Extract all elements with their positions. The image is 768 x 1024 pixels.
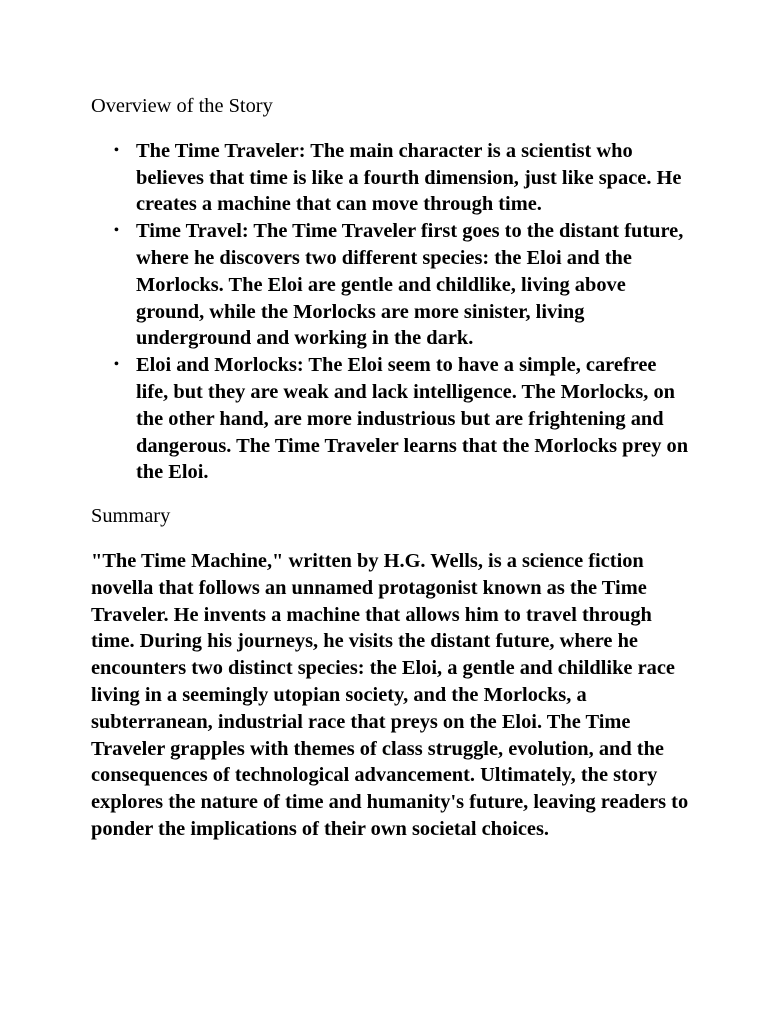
bullet-text: Time Travel: The Time Traveler first goes to the distant future, where he discovers two different species: the Eloi and the Morlocks. The Eloi are gentle and childlike, living above ground, while the Morlocks are more sinister, living underground and working in the dark.	[136, 220, 684, 350]
bullet-text: The Time Traveler: The main character is a scientist who believes that time is like a fourth dimension, just like space. He creates a machine that can move through time.	[136, 139, 682, 216]
summary-paragraph: "The Time Machine," written by H.G. Wells, is a science fiction novella that follows an unnamed protagonist known as the Time Traveler. He invents a machine that allows him to travel through time. During his journeys, he visits the distant future, where he encounters two distinct species: the Eloi, a gentle and childlike race living in a seemingly utopian society, and the Morlocks, a subterranean, industrial race that preys on the Eloi. The Time Traveler grapples with themes of class struggle, evolution, and the consequences of technological advancement. Ultimately, the story explores the nature of time and humanity's future, leaving readers to ponder the implications of their own societal choices.	[91, 549, 689, 840]
list-item	[114, 352, 691, 486]
list-item	[114, 138, 691, 218]
bullet-icon: •	[114, 223, 119, 239]
bullet-icon: •	[114, 142, 119, 158]
document-page	[91, 93, 691, 843]
bullet-icon: •	[114, 357, 119, 373]
summary-heading: Summary	[91, 505, 171, 528]
bullet-text: Eloi and Morlocks: The Eloi seem to have a simple, carefree life, but they are weak and lack intelligence. The Morlocks, on the other hand, are more industrious but are frightening and dangerous. The Time Traveler learns that the Morlocks prey on the Eloi.	[136, 354, 689, 484]
overview-bullet-list	[91, 138, 691, 486]
list-item	[114, 218, 691, 352]
overview-heading: Overview of the Story	[91, 95, 273, 117]
